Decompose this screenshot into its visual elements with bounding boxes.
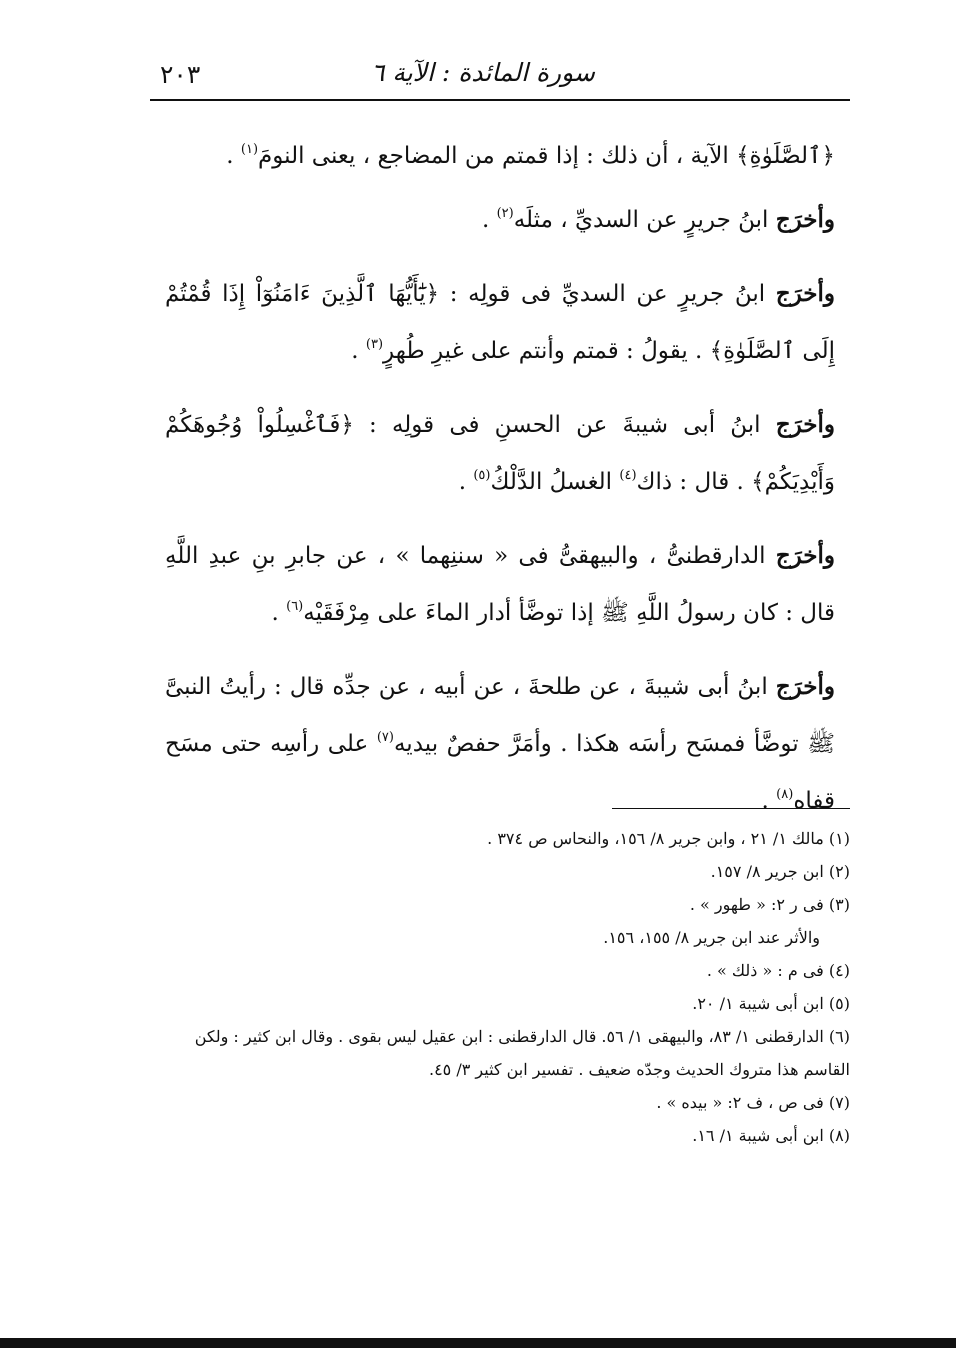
paragraph-text-continued: على رأسِه حتى مسَح قفاه: [165, 731, 835, 814]
footnotes: [165, 822, 850, 1152]
footnote-label: (٥): [828, 994, 850, 1013]
footnote: [165, 987, 850, 1020]
footnote-label: (٢): [828, 862, 850, 881]
paragraph: [165, 527, 835, 642]
footnote-ref: (٢): [496, 206, 514, 221]
paragraph-text-continued: الغسلُ الدَّلْكُ: [490, 469, 620, 495]
footnote-label: (٨): [828, 1126, 850, 1145]
paragraph-opener: وأخرَج: [775, 542, 835, 569]
footnote-ref: (٦): [286, 599, 304, 614]
footnote-label: (١): [828, 829, 850, 848]
main-text: [165, 128, 835, 846]
paragraph-opener: وأخرَج: [775, 673, 835, 700]
footnote: [165, 1119, 850, 1152]
paragraph-text: ابنُ جريرٍ عن السديِّ فى قولِه : ﴿يَٰٓأَيُّهَا ٱلَّذِينَ ءَامَنُوٓاْ إِذَا قُمْتُمْ إِلَى ٱلصَّلَوٰةِ﴾ . يقولُ : قمتم وأنتم على غيرِ طُهرٍ: [165, 281, 835, 364]
footnote: [165, 1020, 850, 1086]
page-number: ٢٠٣: [160, 60, 201, 89]
footnote-rule: [612, 808, 850, 809]
footnote-ref: (٧): [376, 730, 394, 745]
footnote-text: فى ص ، ف ٢: « بيده » .: [656, 1093, 824, 1112]
paragraph: [165, 396, 835, 511]
footnote-text: ابن جرير ٨/ ١٥٧.: [710, 862, 824, 881]
header-rule: [150, 99, 850, 101]
footnote-label: (٤): [828, 961, 850, 980]
footnote-label: (٣): [828, 895, 850, 914]
paragraph: [165, 128, 835, 185]
paragraph-text: ﴿ٱلصَّلَوٰةِ﴾ الآية ، أن ذلك : إذا قمتم من المضاجع ، يعنى النومَ: [258, 143, 835, 169]
footnote: [165, 954, 850, 987]
paragraph-opener: وأخرَج: [775, 280, 835, 307]
paragraph-text: ابنُ أبى شيبةَ ، عن طلحةَ ، عن أبيه ، عن جدِّه قال : رأيتُ النبىَّ ﷺ توضَّأ فمسَح رأسَه هكذا . وأمَرَّ حفصٌ بيديه: [165, 674, 836, 757]
paragraph: [165, 658, 835, 830]
footnote-label: (٧): [828, 1093, 850, 1112]
footnote-ref: (١): [240, 142, 259, 157]
footnote-ref: (٥): [473, 468, 491, 483]
footnote-text: فى م : « ذلك » .: [706, 961, 824, 980]
page-header: [150, 52, 850, 96]
paragraph-tail: .: [271, 600, 287, 626]
footnote-text: فى ر ٢: « طهور » .: [689, 895, 824, 914]
footnote-ref: (٤): [619, 468, 637, 483]
paragraph-tail: .: [351, 338, 366, 364]
footnote: [165, 855, 850, 888]
paragraph: [165, 191, 835, 249]
footnote-label: (٦): [828, 1027, 850, 1046]
paragraph-text: ابنُ أبى شيبةَ عن الحسنِ فى قولِه : ﴿فَٱغْسِلُواْ وُجُوهَكُمْ وَأَيْدِيَكُمْ﴾ . قال : ذاك: [165, 412, 835, 495]
footnote-text: ابن أبى شيبة ١/ ٢٠.: [692, 994, 824, 1013]
paragraph-tail: .: [761, 788, 777, 814]
paragraph-tail: .: [458, 469, 474, 495]
footnote: [165, 888, 850, 921]
footnote: [165, 1086, 850, 1119]
footnote-text: الدارقطنى ١/ ٨٣، والبيهقى ١/ ٥٦. قال الدارقطنى : ابن عقيل ليس بقوى . وقال ابن كثير : ولكن القاسم هذا متروك الحديث وجدّه ضعيف . تفسير ابن كثير ٣/ ٤٥.: [194, 1027, 850, 1079]
scan-bottom-edge: [0, 1338, 956, 1348]
footnote-ref: (٣): [365, 337, 384, 352]
paragraph-tail: .: [481, 207, 497, 233]
footnote-text: والأثر عند ابن جرير ٨/ ١٥٥، ١٥٦.: [603, 928, 820, 947]
paragraph-opener: وأخرَج: [775, 206, 835, 233]
running-title: سورة المائدة : الآية ٦: [370, 58, 595, 87]
footnote: [165, 822, 850, 855]
paragraph-opener: وأخرَج: [775, 411, 835, 438]
footnote-ref: (٨): [776, 787, 794, 802]
paragraph-text: الدارقطنىُّ ، والبيهقىُّ فى « سننِهما » ، عن جابرِ بنِ عبدِ اللَّهِ قال : كان رسولُ اللَّهِ ﷺ إذا توضَّأ أدار الماءَ على مِرْفَقَيْه: [165, 543, 835, 626]
footnote-text: ابن أبى شيبة ١/ ١٦.: [692, 1126, 824, 1145]
footnote-text: مالك ١/ ٢١ ، وابن جرير ٨/ ١٥٦، والنحاس ص ٣٧٤ .: [487, 829, 824, 848]
paragraph-tail: .: [226, 143, 241, 169]
paragraph-text: ابنُ جريرٍ عن السديِّ ، مثلَه: [513, 207, 776, 233]
paragraph: [165, 265, 835, 380]
footnote-continuation: [165, 921, 850, 954]
